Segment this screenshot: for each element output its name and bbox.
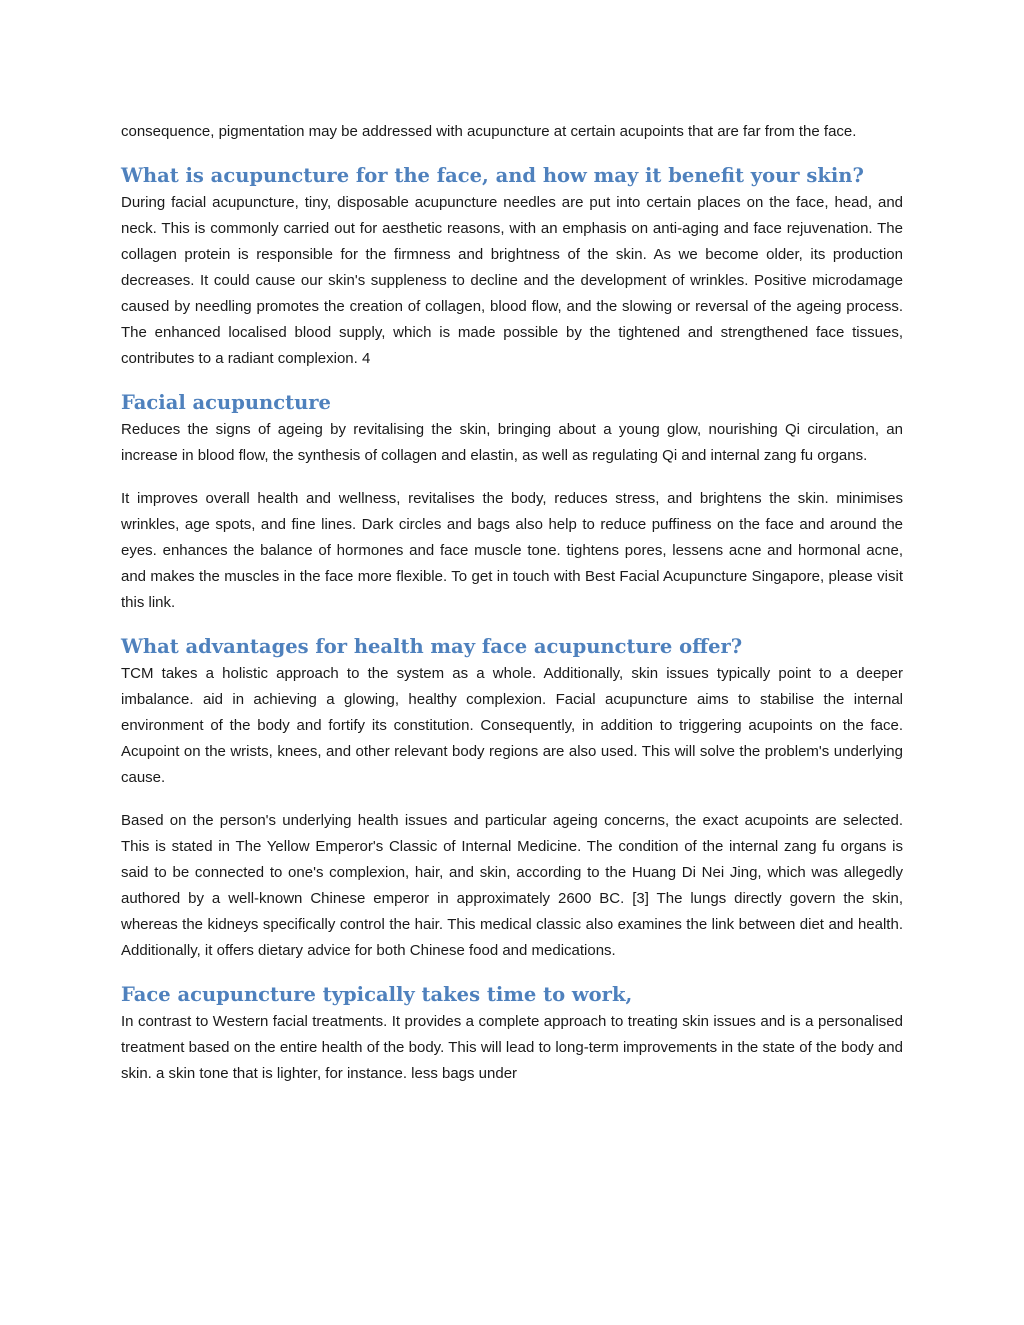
section-heading-time-to-work: Face acupuncture typically takes time to work,	[121, 983, 633, 1006]
section-paragraph: Reduces the signs of ageing by revitalising the skin, bringing about a young glow, nourishing Qi circulation, an increase in blood flow, the synthesis of collagen and elastin, as well as regulating Qi and internal zang fu organs.	[121, 421, 903, 464]
section-paragraph: In contrast to Western facial treatments. It provides a complete approach to treating skin issues and is a personalised treatment based on the entire health of the body. This will lead to long-term improvements in the state of the body and skin. a skin tone that is lighter, for instance. less bags under	[121, 1013, 903, 1082]
section-heading-health-advantages: What advantages for health may face acupuncture offer?	[121, 635, 743, 658]
section-paragraph: Based on the person's underlying health issues and particular ageing concerns, the exact acupoints are selected. This is stated in The Yellow Emperor's Classic of Internal Medicine. The condition of the internal zang fu organs is said to be connected to one's complexion, hair, and skin, according to the Huang Di Nei Jing, which was allegedly authored by a well-known Chinese emperor in approximately 2600 BC. [3] The lungs directly govern the skin, whereas the kidneys specifically control the hair. This medical classic also examines the link between diet and health. Additionally, it offers dietary advice for both Chinese food and medications.	[121, 812, 903, 959]
intro-paragraph: consequence, pigmentation may be addressed with acupuncture at certain acupoints that are far from the face.	[121, 123, 857, 140]
section-heading-facial-acupuncture: Facial acupuncture	[121, 391, 331, 414]
section-heading-facial-acupuncture-benefits: What is acupuncture for the face, and how may it benefit your skin?	[121, 164, 864, 187]
section-paragraph: During facial acupuncture, tiny, disposable acupuncture needles are put into certain places on the face, head, and neck. This is commonly carried out for aesthetic reasons, with an emphasis on anti-aging and face rejuvenation. The collagen protein is responsible for the firmness and brightness of the skin. As we become older, its production decreases. It could cause our skin's suppleness to decline and the development of wrinkles. Positive microdamage caused by needling promotes the creation of collagen, blood flow, and the slowing or reversal of the ageing process. The enhanced localised blood supply, which is made possible by the tightened and strengthened face tissues, contributes to a radiant complexion. 4	[121, 194, 903, 367]
section-paragraph: It improves overall health and wellness, revitalises the body, reduces stress, and brightens the skin. minimises wrinkles, age spots, and fine lines. Dark circles and bags also help to reduce puffiness on the face and around the eyes. enhances the balance of hormones and face muscle tone. tightens pores, lessens acne and hormonal acne, and makes the muscles in the face more flexible. To get in touch with Best Facial Acupuncture Singapore, please visit this link.	[121, 490, 903, 611]
section-paragraph: TCM takes a holistic approach to the system as a whole. Additionally, skin issues typically point to a deeper imbalance. aid in achieving a glowing, healthy complexion. Facial acupuncture aims to stabilise the internal environment of the body and fortify its constitution. Consequently, in addition to triggering acupoints on the face. Acupoint on the wrists, knees, and other relevant body regions are also used. This will solve the problem's underlying cause.	[121, 665, 903, 786]
document-page	[121, 119, 903, 1102]
